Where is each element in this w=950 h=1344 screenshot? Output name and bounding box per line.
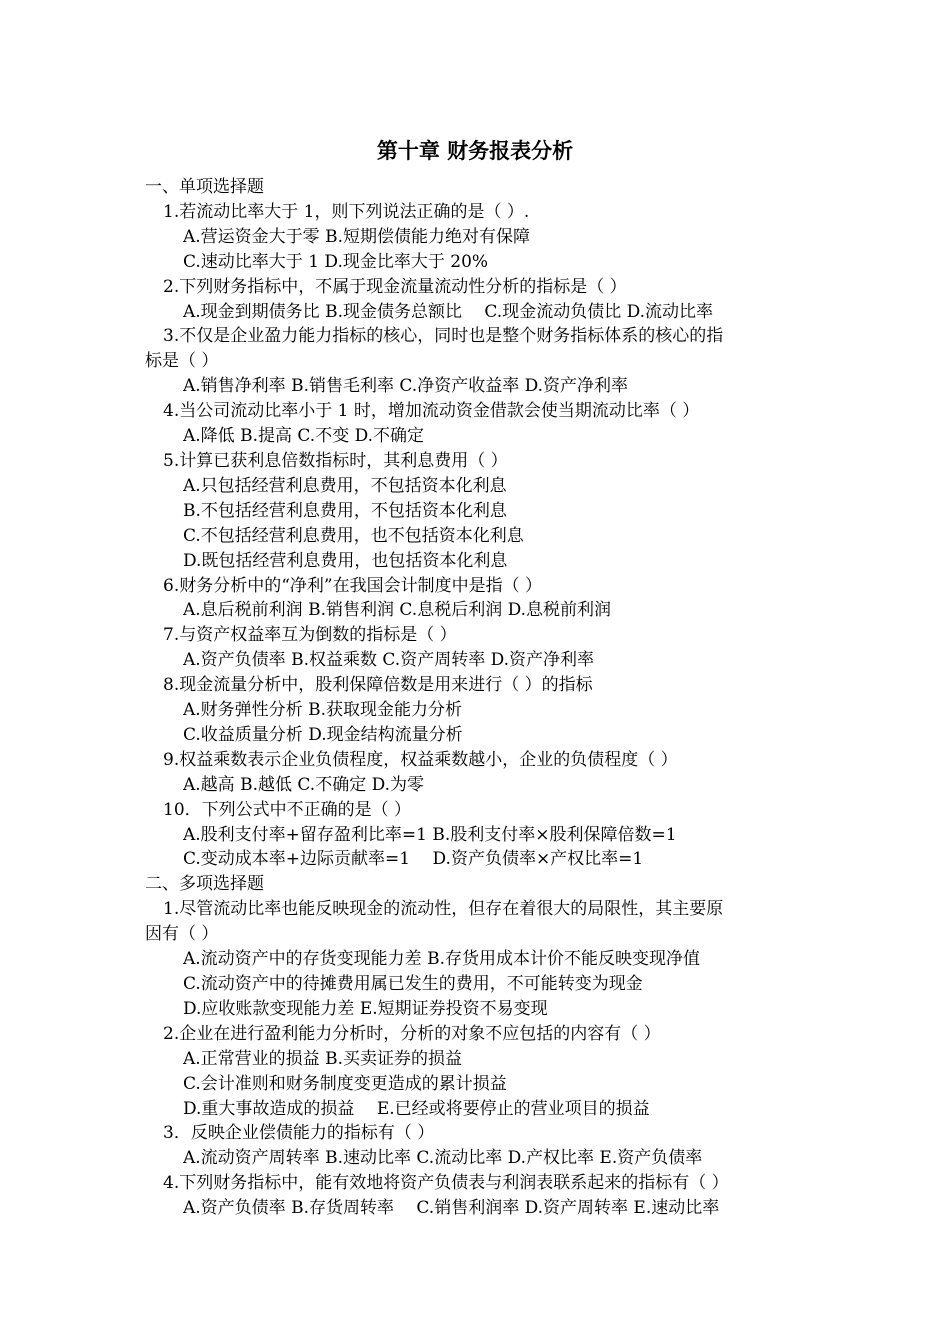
question-text: 6.财务分析中的“净利”在我国会计制度中是指（ ） (163, 575, 543, 596)
answer-options: A.现金到期债务比 B.现金债务总额比 C.现金流动负债比 D.流动比率 (183, 301, 714, 322)
answer-options: A.资产负债率 B.存货周转率 C.销售利润率 D.资产周转率 E.速动比率 (183, 1198, 720, 1219)
answer-options: B.不包括经营利息费用，不包括资本化利息 (183, 500, 507, 521)
answer-options: C.会计准则和财务制度变更造成的累计损益 (183, 1073, 507, 1094)
section-heading: 二、多项选择题 (145, 874, 264, 895)
answer-options: D.重大事故造成的损益 E.已经或将要停止的营业项目的损益 (183, 1098, 650, 1119)
answer-options: A.股利支付率+留存盈利比率=1 B.股利支付率×股利保障倍数=1 (183, 824, 677, 845)
answer-options: D.应收账款变现能力差 E.短期证券投资不易变现 (183, 998, 548, 1019)
question-text: 8.现金流量分析中，股利保障倍数是用来进行（ ）的指标 (163, 675, 593, 696)
question-text: 3.不仅是企业盈力能力指标的核心，同时也是整个财务指标体系的核心的指 (163, 326, 724, 347)
answer-options: C.流动资产中的待摊费用属已发生的费用，不可能转变为现金 (183, 974, 643, 994)
question-continuation: 因有（ ） (145, 924, 219, 945)
answer-options: C.收益质量分析 D.现金结构流量分析 (183, 724, 463, 745)
answer-options: A.正常营业的损益 B.买卖证券的损益 (183, 1048, 462, 1069)
answer-options: C.速动比率大于 1 D.现金比率大于 20% (183, 251, 489, 272)
section-heading: 一、单项选择题 (145, 177, 264, 197)
question-list (145, 175, 815, 1221)
answer-options: A.销售净利率 B.销售毛利率 C.净资产收益率 D.资产净利率 (183, 376, 629, 397)
question-text: 1.尽管流动比率也能反映现金的流动性，但存在着很大的局限性，其主要原 (163, 899, 724, 920)
question-text: 5.计算已获利息倍数指标时，其利息费用（ ） (163, 450, 508, 471)
answer-options: D.既包括经营利息费用，也包括资本化利息 (183, 550, 508, 571)
question-text: 4.下列财务指标中，能有效地将资产负债表与利润表联系起来的指标有（ ） (163, 1173, 729, 1194)
question-text: 4.当公司流动比率小于 1 时，增加流动资金借款会使当期流动比率（ ） (163, 401, 700, 422)
question-text: 9.权益乘数表示企业负债程度，权益乘数越小，企业的负债程度（ ） (163, 749, 678, 770)
chapter-title: 第十章 财务报表分析 (376, 138, 574, 163)
answer-options: A.财务弹性分析 B.获取现金能力分析 (183, 700, 462, 721)
answer-options: A.营运资金大于零 B.短期偿债能力绝对有保障 (183, 226, 530, 247)
question-text: 10．下列公式中不正确的是（ ） (163, 799, 412, 820)
answer-options: C.变动成本率+边际贡献率=1 D.资产负债率×产权比率=1 (183, 849, 644, 870)
question-text: 1.若流动比率大于 1，则下列说法正确的是（ ）. (163, 201, 530, 222)
answer-options: C.不包括经营利息费用，也不包括资本化利息 (183, 525, 524, 546)
question-text: 2.企业在进行盈利能力分析时，分析的对象不应包括的内容有（ ） (163, 1023, 661, 1044)
answer-options: A.资产负债率 B.权益乘数 C.资产周转率 D.资产净利率 (183, 650, 595, 671)
answer-options: A.流动资产周转率 B.速动比率 C.流动比率 D.产权比率 E.资产负债率 (183, 1148, 703, 1169)
question-text: 2.下列财务指标中，不属于现金流量流动性分析的指标是（ ） (163, 276, 627, 297)
question-text: 3．反映企业偿债能力的指标有（ ） (163, 1123, 435, 1144)
answer-options: A.降低 B.提高 C.不变 D.不确定 (183, 426, 425, 447)
answer-options: A.流动资产中的存货变现能力差 B.存货用成本计价不能反映变现净值 (183, 949, 700, 970)
question-continuation: 标是（ ） (145, 351, 219, 372)
question-text: 7.与资产权益率互为倒数的指标是（ ） (163, 625, 457, 646)
answer-options: A.息后税前利润 B.销售利润 C.息税后利润 D.息税前利润 (183, 600, 612, 621)
answer-options: A.越高 B.越低 C.不确定 D.为零 (183, 774, 425, 795)
answer-options: A.只包括经营利息费用，不包括资本化利息 (183, 475, 507, 496)
